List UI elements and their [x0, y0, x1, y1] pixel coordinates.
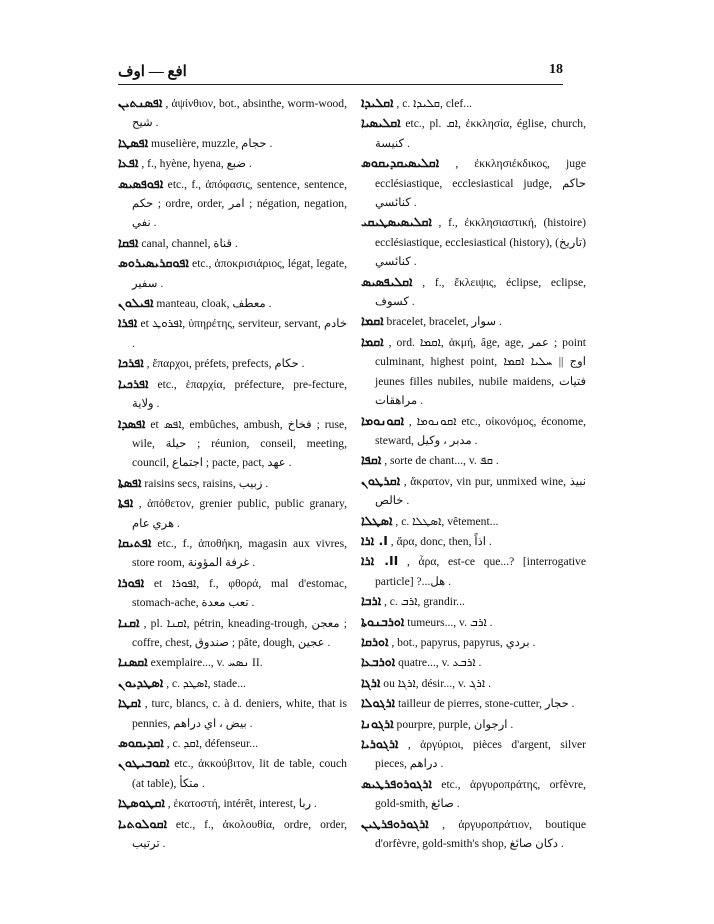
entry-text: , ἀργύριοι, pièces d'argent, silver pieces, دراهم . — [375, 738, 587, 771]
entry-text: tumeurs..., v. ܐܪܒ . — [407, 615, 493, 629]
entry-text: , c. ܐܪܒ, grandir... — [383, 595, 465, 609]
dictionary-entry — [361, 450, 586, 470]
page-header — [118, 62, 563, 84]
dictionary-entry — [361, 814, 586, 854]
entry-headword: ܐܘܪܒܢܘܬܐ — [361, 613, 405, 629]
entry-text: raisins secs, raisins, زبيب . — [144, 476, 269, 490]
dictionary-entry — [361, 93, 586, 113]
dictionary-entry — [118, 753, 347, 793]
entry-headword: ܐܦܘܩܪܝܣܝܪܘܣ — [118, 255, 189, 271]
dictionary-entry — [118, 673, 347, 693]
entry-headword: ܐܦܬܝܩܐ — [118, 534, 152, 550]
entry-headword: ܐܦܣܕܐ — [118, 415, 146, 431]
dictionary-entry — [118, 733, 347, 753]
entry-text: ou ܐܪܓܐ, désir..., v. ܐܪܓ . — [383, 676, 491, 690]
dictionary-entry — [118, 493, 347, 533]
entry-headword: ܐܩܕܝܩܘܣ — [118, 735, 164, 750]
dictionary-entry — [118, 473, 347, 493]
dictionary-entry — [118, 233, 347, 253]
entry-headword: ܐܩܘܒܝܛܘܢ — [118, 755, 170, 771]
entry-text: , ord. ܐܩܡܐ, ἀκμή, âge, age, عمر ; point culminant, highest point, اوج || ܚܠܝܐ ܐܩܡܐ jeunes filles nubiles, nubile maidens, فتيات مراهقات . — [375, 335, 586, 408]
entry-headword: ܐܩܘܠܘܬܝܐ — [118, 815, 167, 831]
entry-headword: ܐܦܪܟܐ — [118, 355, 144, 371]
dictionary-entry — [361, 652, 586, 672]
entry-text: canal, channel, قناة . — [141, 236, 238, 250]
entry-text: , f., ἔκλειψις, éclipse, eclipse, كسوف . — [375, 275, 586, 309]
dictionary-entry — [118, 693, 347, 733]
entry-text: , ἀψίνθιον, bot., absinthe, worm-wood, شيح . — [132, 97, 348, 130]
entry-headword: ܐܦܩܐ — [118, 234, 139, 250]
dictionary-entry — [118, 293, 347, 313]
entry-headword: ܐܪܓܐ — [361, 674, 381, 690]
entry-text: , pl. ܐܩܢܐ, pétrin, kneading-trough, معجن ; coffre, chest, صندوق ; pâte, dough, عجين . — [132, 616, 347, 649]
entry-text: bracelet, bracelet, سوار . — [386, 315, 502, 329]
entry-headword: ܐܩܛܘܣܛܐ — [118, 795, 165, 811]
entry-text: et ܐܦܘܪܐ, f., φθορά, mal d'estomac, stomach-ache, تعب معدة . — [132, 576, 348, 610]
entry-text: etc., ἐπαρχία, préfecture, pre-fecture, ولاية . — [132, 377, 347, 411]
entry-headword: ܐܦܝܠܘܢ — [118, 295, 154, 311]
entry-headword: ܐܩܠܝܦܣܝܣ — [361, 273, 413, 289]
dictionary-entry — [361, 774, 586, 814]
header-rule — [118, 84, 563, 85]
entry-text: , ܐܩܘܢܘܡܐ etc., οἰκονόμος, économe, steward, مدبر ، وكيل . — [375, 414, 587, 447]
entry-text: , ἄρα, donc, then, اذاً . — [390, 534, 492, 548]
dictionary-entry — [361, 411, 586, 451]
dictionary-entry — [118, 174, 347, 233]
entry-text: , ἄκρατον, vin pur, unmixed wine, نبيذ خالص . — [375, 474, 587, 508]
entry-text: , c. ܐܩܕ, défenseur... — [166, 737, 258, 750]
entry-text: , c. ܩܠܝܕܐ, clef... — [396, 97, 472, 110]
dictionary-entry — [118, 153, 347, 173]
entry-text: et ܐܦܪܘܛ, ὑπηρέτης, serviteur, servant, خادم . — [132, 317, 347, 350]
entry-headword: ܐܪܓܘܢܐ — [361, 715, 394, 731]
entry-text: , c. ܐܣܛܠܐ, vêtement... — [395, 514, 499, 528]
entry-text: etc., pl. ܐܩ, ἐκκλησία, église, church, كنيسة . — [375, 117, 586, 150]
entry-text: , c. ܐܣܛܕ, stade... — [166, 676, 246, 690]
entry-text: tailleur de pierres, stone-cutter, حجار . — [397, 697, 575, 711]
entry-headword: ܐܩܣܢܐ — [118, 654, 148, 670]
entry-headword: ܐܩܢܐ — [118, 614, 140, 630]
dictionary-entry — [118, 573, 347, 613]
dictionary-entry — [118, 613, 347, 653]
dictionary-entry — [361, 272, 586, 312]
entry-text: etc., ἀποκρισιάριος, légat, legate, سفير . — [132, 257, 347, 290]
entry-text: quatre..., v. ܐܪܒܥ . — [398, 656, 482, 670]
left-column — [118, 93, 347, 853]
entry-headword: ܐܪܒܐ — [361, 593, 382, 609]
dictionary-entry — [361, 471, 586, 511]
page-number: 18 — [549, 62, 563, 77]
entry-headword: ܐܣܛܕܝܘܢ — [118, 674, 164, 690]
dictionary-entry — [118, 93, 347, 133]
entry-text: , f., hyène, hyena, ضبع . — [141, 157, 252, 171]
entry-headword: ܐܦܘܦܣܝܣ — [118, 175, 164, 191]
dictionary-entry — [361, 113, 586, 153]
entry-text: exemplaire..., v. ܢܣܚ II. — [150, 656, 263, 670]
entry-headword: ܐܦܪܟܝܐ — [118, 375, 149, 391]
entry-text: , ἔπαρχοι, préfets, prefects, حكام . — [146, 357, 305, 371]
entry-text: muselière, muzzle, حجام . — [151, 136, 273, 150]
entry-headword: ܐܩܡܐ — [361, 313, 384, 329]
entry-text: , sorte de chant..., v. ܩܦ . — [384, 454, 499, 468]
right-column — [361, 93, 586, 853]
entry-headword: II. ܐܪܐ — [361, 553, 399, 569]
dictionary-entry — [118, 793, 347, 813]
entry-headword: ܐܦܪܐ — [118, 315, 138, 331]
dictionary-entry — [118, 652, 347, 672]
entry-headword: ܐܩܠܝܕܐ — [361, 95, 394, 110]
dictionary-entry — [361, 632, 586, 652]
entry-text: , f., ἐκκλησιαστική, (histoire) ecclésiastique, ecclesiastical (history), (تاريخ) كنائسي . — [375, 216, 586, 269]
entry-headword: ܐܩܛܐ — [118, 695, 142, 711]
entry-text: et ܐܦܣ, embûches, ambush, فخاخ ; ruse, wile, حيلة ; réunion, conseil, meeting, council, اجتماع ; pacte, pact, عهد . — [132, 417, 347, 470]
entry-text: , ἀργυροπράτιον, boutique d'orfèvre, gold-smith's shop, دكان صائغ . — [375, 817, 586, 851]
entry-text: , ἀπόθετον, grenier public, public granary, هري عام . — [132, 497, 347, 530]
entry-headword: ܐܘܪܒܥܐ — [361, 654, 396, 670]
entry-headword: ܐܪܓܘܪܘܦܪܛܝܣ — [361, 775, 432, 791]
entry-headword: ܐܩܪܛܘܢ — [361, 472, 401, 488]
entry-headword: I. ܐܪܐ — [361, 532, 388, 548]
entry-text: pourpre, purple, ارجوان . — [396, 717, 514, 731]
dictionary-entry — [361, 531, 586, 551]
dictionary-entry — [118, 414, 347, 473]
dictionary-entry — [361, 612, 586, 632]
entry-headword: ܐܩܠܝܣܝܣܛܝܩܝ — [361, 214, 432, 230]
dictionary-entry — [118, 133, 347, 153]
dictionary-entry — [361, 673, 586, 693]
dictionary-entry — [361, 551, 586, 591]
entry-headword: ܐܦܥܐ — [118, 155, 139, 171]
running-head: افع — اوف — [118, 64, 187, 80]
entry-text: manteau, cloak, معطف . — [156, 297, 272, 311]
entry-headword: ܐܪܓܘܪܝܐ — [361, 736, 399, 751]
entry-text: etc., f., ἀπόφασις, sentence, sentence, حكم ; ordre, order, امر ; négation, negation, نفي . — [132, 177, 347, 230]
dictionary-entry — [361, 212, 586, 271]
entry-text: etc., ἀργυροπράτης, orfèvre, gold-smith, صائغ . — [375, 777, 586, 811]
entry-headword: ܐܦܣܬܐ — [118, 474, 142, 490]
entry-headword: ܐܩܘܢܘܡܐ — [361, 412, 404, 428]
dictionary-entry — [361, 693, 586, 713]
entry-text: , turc, blancs, c. à d. deniers, white, that is pennies, بيض ، اي دراهم . — [132, 697, 347, 730]
dictionary-entry — [118, 353, 347, 373]
dictionary-entry — [361, 311, 586, 331]
dictionary-entry — [361, 511, 586, 531]
dictionary-entry — [361, 734, 586, 774]
entry-headword: ܐܩܦܐ — [361, 452, 382, 468]
entry-text: , ἑκατοστή, intérêt, interest, ربا . — [167, 797, 317, 811]
entry-headword: ܐܩܠܝܣܝܩܕܝܩܘܣ — [361, 155, 440, 171]
entry-text: etc., f., ἀκολουθία, ordre, order, ترتيب . — [132, 817, 347, 851]
entry-text: , bot., papyrus, papyrus, بردي . — [391, 635, 536, 649]
dictionary-entry — [118, 313, 347, 353]
entry-headword: ܐܦܘܪܐ — [118, 574, 145, 590]
entry-text: etc., f., ἀποθήκη, magasin aux vivres, store room, غرفة المؤونة . — [132, 536, 347, 570]
dictionary-entry — [361, 332, 586, 411]
entry-text: etc., ἀκκούβιτον, lit de table, couch (at table), متكأ . — [132, 757, 347, 790]
dictionary-entry — [118, 533, 347, 573]
entry-headword: ܐܦܣܢܬܝܢ — [118, 95, 163, 110]
dictionary-entry — [361, 591, 586, 611]
dictionary-entry — [361, 714, 586, 734]
entry-headword: ܐܦܬܐ — [118, 495, 134, 511]
entry-headword: ܐܩܠܝܣܝܐ — [361, 115, 401, 131]
entry-headword: ܐܣܛܠܐ — [361, 512, 393, 528]
entry-text: , ἆρα, est-ce que...? [interrogative particle] ?...هل . — [375, 555, 586, 588]
dictionary-entry — [118, 253, 347, 293]
entry-headword: ܐܪܓܘܠܐ — [361, 695, 396, 711]
entry-headword: ܐܪܓܘܪܘܦܪܛܝܢ — [361, 815, 429, 831]
entry-headword: ܐܘܪܩܐ — [361, 633, 389, 649]
dictionary-entry — [361, 153, 586, 212]
entry-text: , ἐκκλησιέκδικος, juge ecclésiastique, ecclesiastical judge, حاكم كنائسي . — [375, 157, 586, 210]
dictionary-entry — [118, 814, 347, 854]
dictionary-entry — [118, 374, 347, 414]
entry-headword: ܐܦܣܛܐ — [118, 134, 149, 150]
entry-headword: ܐܩܡܐ — [361, 333, 384, 349]
